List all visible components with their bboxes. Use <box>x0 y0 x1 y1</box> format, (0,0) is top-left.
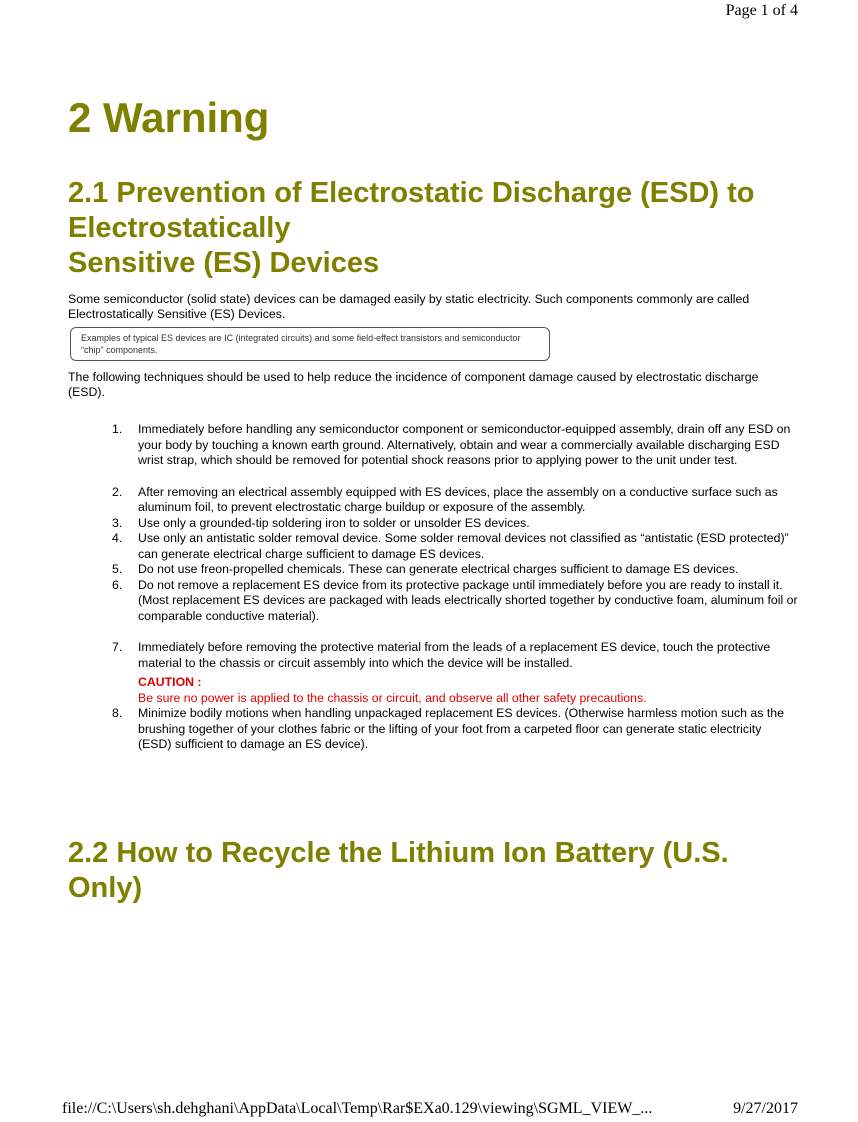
section-heading-esd <box>68 176 808 281</box>
step-number: 2. <box>112 484 123 499</box>
heading-line: Electrostatically <box>68 212 291 244</box>
page-number: Page 1 of 4 <box>725 2 798 19</box>
list-item <box>108 485 798 516</box>
list-item <box>108 531 798 562</box>
step-number: 5. <box>112 562 123 576</box>
step-text: Immediately before removing the protective material from the leads of a replacement ES device, touch the protective material to the chassis or circuit assembly into which the device will be installed. <box>138 640 771 670</box>
list-item <box>108 422 798 469</box>
list-item <box>108 640 798 706</box>
step-text: Immediately before handling any semiconductor component or semiconductor-equipped assembly, drain off any ESD on your body by touching a known earth ground. Alternatively, obtain and wear a commercially available discharging ESD wrist strap, which should be removed for potential shock reasons prior to applying power to the unit under test. <box>138 422 791 467</box>
step-number: 4. <box>112 531 123 545</box>
file-path: file://C:\Users\sh.dehghani\AppData\Local\Temp\Rar$EXa0.129\viewing\SGML_VIEW_... <box>62 1100 653 1117</box>
step-number: 3. <box>112 515 123 530</box>
heading-line: Sensitive (ES) Devices <box>68 247 380 279</box>
heading-line: Only) <box>68 872 143 904</box>
techniques-intro-paragraph: The following techniques should be used to help reduce the incidence of component damage caused by electrostatic discharge (ESD). <box>68 370 759 399</box>
step-text: Minimize bodily motions when handling unpackaged replacement ES devices. (Otherwise harmless motion such as the brushing together of your clothes fabric or the lifting of your foot from a carpeted floor can generate static electricity (ESD) sufficient to damage an ES device). <box>138 706 784 751</box>
list-item <box>108 578 798 625</box>
step-number: 7. <box>112 640 123 654</box>
esd-intro-paragraph: Some semiconductor (solid state) devices can be damaged easily by static electricity. Such components commonly are called Electrostatically Sensitive (ES) Devices. <box>68 292 750 321</box>
heading-line: 2.2 How to Recycle the Lithium Ion Battery (U.S. <box>68 837 729 869</box>
caution-text: Be sure no power is applied to the chassis or circuit, and observe all other safety precautions. <box>138 690 647 705</box>
esd-steps-list <box>108 422 798 753</box>
section-heading-battery-recycle <box>68 836 808 906</box>
page-title: 2 Warning <box>68 94 270 141</box>
list-item <box>108 562 798 578</box>
step-text: Use only an antistatic solder removal device. Some solder removal devices not classified as “antistatic (ESD protected)” can generate electrical charge sufficient to damage ES devices. <box>138 531 789 561</box>
es-examples-note: Examples of typical ES devices are IC (integrated circuits) and some field-effect transistors and semiconductor “chip” components. <box>70 327 550 361</box>
step-text: Use only a grounded-tip soldering iron to solder or unsolder ES devices. <box>138 515 530 530</box>
step-number: 8. <box>112 706 123 720</box>
list-item <box>108 706 798 753</box>
heading-line: 2.1 Prevention of Electrostatic Discharge (ESD) to <box>68 177 755 209</box>
step-number: 6. <box>112 577 123 592</box>
caution-title: CAUTION : <box>138 675 202 689</box>
step-number: 1. <box>112 422 123 436</box>
step-text: Do not use freon-propelled chemicals. These can generate electrical charges sufficient to damage ES devices. <box>138 562 739 576</box>
step-text: Do not remove a replacement ES device from its protective package until immediately before you are ready to install it. (Most replacement ES devices are packaged with leads electrically shorted together by conductive foam, aluminum foil or comparable conductive material). <box>138 577 798 623</box>
print-date: 9/27/2017 <box>733 1100 798 1117</box>
step-text: After removing an electrical assembly equipped with ES devices, place the assembly on a conductive surface such as aluminum foil, to prevent electrostatic charge buildup or exposure of the assembly. <box>138 484 778 514</box>
list-item <box>108 516 798 532</box>
